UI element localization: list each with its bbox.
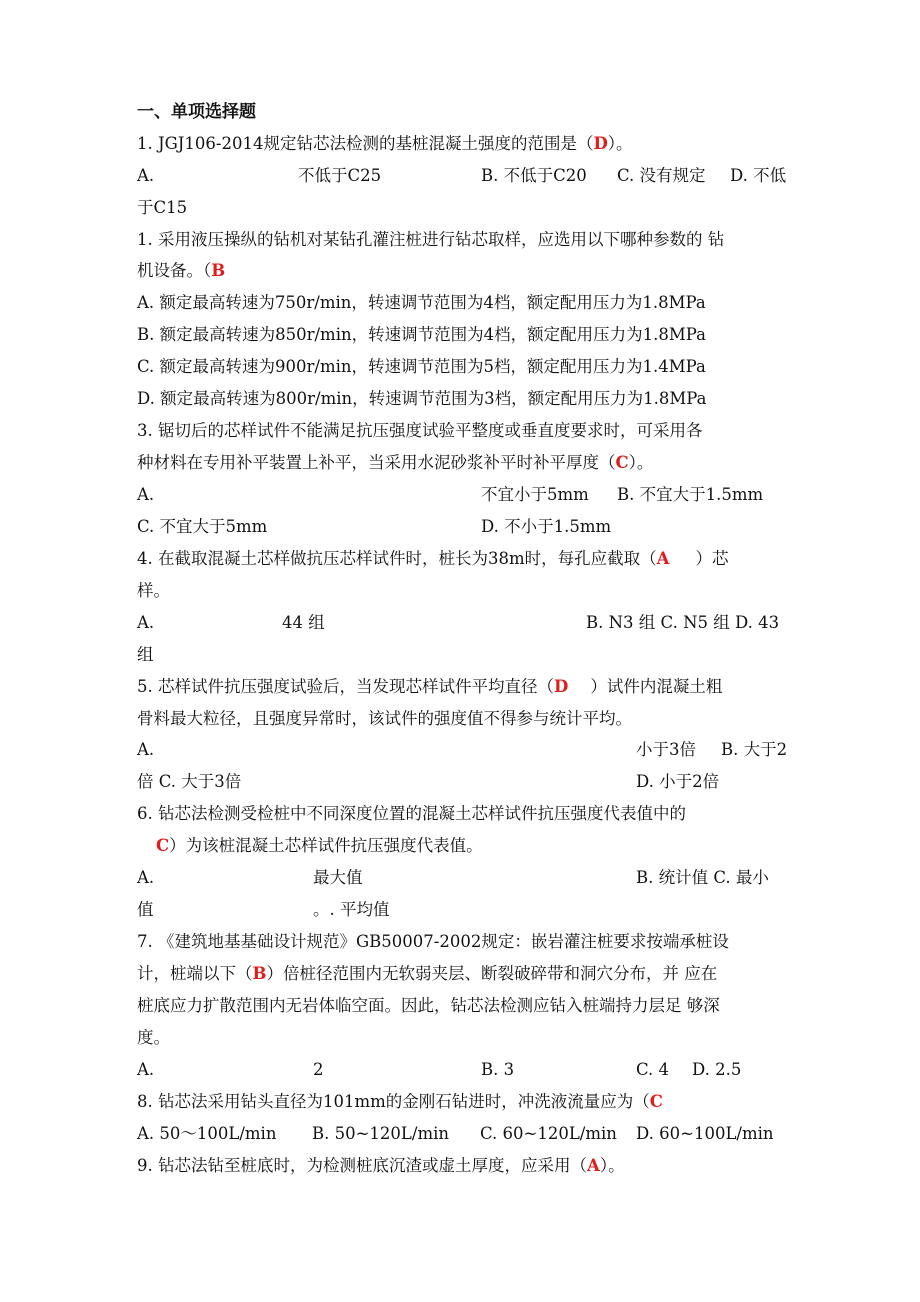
question-4-options-wrap: 组 <box>137 645 154 664</box>
option-a-label: A. <box>137 1060 155 1079</box>
option-d: D. 不低 <box>730 166 787 185</box>
option-b: B. 不低于C20 <box>481 166 587 185</box>
question-2-option-b: B. 额定最高转速为850r/min，转速调节范围为4档，额定配用压力为1.8MPa <box>137 325 706 344</box>
option-a-text: 最大值 <box>313 868 363 887</box>
option-a-text: 不宜小于5mm <box>481 485 589 504</box>
question-6-stem-cont <box>156 831 790 861</box>
question-7-stem: 7. 《建筑地基基础设计规范》GB50007-2002规定：嵌岩灌注桩要求按端承桩设 <box>137 932 729 951</box>
option-a-label: A. <box>137 485 155 504</box>
question-4-stem <box>137 544 790 574</box>
option-c: C. 4 <box>636 1060 670 1079</box>
stem-text: 9. 钻芯法钻至桩底时，为检测桩底沉渣或虚土厚度，应采用（ <box>137 1156 587 1175</box>
stem-text: ）芯 <box>695 549 729 568</box>
option-c: C. 60~120L/min <box>480 1124 617 1143</box>
answer-letter: C <box>649 1092 663 1111</box>
stem-text: ）。 <box>628 453 654 472</box>
option-b: B. N3 组 C. N5 组 D. 43 <box>586 613 780 632</box>
answer-letter: B <box>211 261 226 280</box>
answer-letter: A <box>656 549 670 568</box>
stem-text: 种材料在专用补平装置上补平，当采用水泥砂浆补平时补平厚度（ <box>137 453 616 472</box>
option-a-text: 2 <box>313 1060 324 1079</box>
stem-text: 机设备。（ <box>137 261 212 280</box>
question-4-options <box>137 608 790 638</box>
option-b: B. 大于2 <box>721 740 788 759</box>
option-d: D. 2.5 <box>692 1060 742 1079</box>
question-3-options <box>137 480 790 510</box>
question-3-stem-cont <box>137 448 790 478</box>
option-c: 倍 C. 大于3倍 <box>137 772 242 791</box>
question-2-option-c: C. 额定最高转速为900r/min，转速调节范围为5档，额定配用压力为1.4MPa <box>137 357 706 376</box>
question-2-stem <box>137 225 790 255</box>
option-d: 。. 平均值 <box>313 900 390 919</box>
option-b: B. 统计值 C. 最小 <box>636 868 769 887</box>
answer-letter: B <box>252 964 267 983</box>
question-5-stem <box>137 672 790 702</box>
question-7-stem-cont-3: 度。 <box>137 1028 170 1047</box>
question-3-options-2 <box>137 512 790 542</box>
answer-letter: D <box>554 677 569 696</box>
option-d: D. 小于2倍 <box>636 772 720 791</box>
option-a-label: A. <box>137 166 155 185</box>
question-9-stem <box>137 1151 790 1181</box>
option-b: B. 3 <box>481 1060 515 1079</box>
answer-letter: C <box>615 453 629 472</box>
option-a-text: 不低于C25 <box>298 166 382 185</box>
question-4-stem-cont: 样。 <box>137 581 170 600</box>
stem-text: ）倍桩径范围内无软弱夹层、断裂破碎带和洞穴分布，并 应在 <box>266 964 718 983</box>
stem-text: 3. 锯切后的芯样试件不能满足抗压强度试验平整度或垂直度要求时，可采用各 <box>137 421 703 440</box>
stem-text: 4. 在截取混凝土芯样做抗压芯样试件时，桩长为38m时，每孔应截取（ <box>137 549 657 568</box>
option-c: C. 没有规定 <box>617 166 706 185</box>
question-8-stem <box>137 1087 790 1117</box>
stem-text: 计，桩端以下（ <box>137 964 253 983</box>
question-8-options <box>137 1119 790 1149</box>
section-title: 一、单项选择题 <box>137 102 256 122</box>
question-3-stem <box>137 416 790 446</box>
question-7-options <box>137 1055 790 1085</box>
question-1-stem <box>137 129 790 159</box>
question-2-option-a: A. 额定最高转速为750r/min，转速调节范围为4档，额定配用压力为1.8MPa <box>137 293 706 312</box>
answer-letter: C <box>156 836 170 855</box>
stem-text: 5. 芯样试件抗压强度试验后，当发现芯样试件平均直径（ <box>137 677 554 696</box>
question-6-options <box>137 863 790 893</box>
option-a-label: A. <box>137 740 155 759</box>
stem-text: ）。 <box>599 1156 625 1175</box>
option-a: A. 50～100L/min <box>137 1124 277 1143</box>
question-5-options <box>137 735 790 765</box>
option-b: B. 不宜大于1.5mm <box>617 485 764 504</box>
answer-letter: A <box>587 1156 600 1175</box>
stem-text: 8. 钻芯法采用钻头直径为101mm的金刚石钻进时，冲洗液流量应为（ <box>137 1092 650 1111</box>
stem-text: 1. 采用液压操纵的钻机对某钻孔灌注桩进行钻芯取样，应选用以下哪种参数的 钻 <box>137 230 725 249</box>
option-b: B. 50~120L/min <box>312 1124 449 1143</box>
question-1-options <box>137 161 790 191</box>
answer-letter: D <box>593 134 608 153</box>
question-2-stem-cont <box>137 256 790 286</box>
option-c-wrap: 值 <box>137 900 154 919</box>
option-a-text: 44 组 <box>282 613 325 632</box>
option-a-text: 小于3倍 <box>636 740 696 759</box>
stem-text: ）为该桩混凝土芯样试件抗压强度代表值。 <box>169 836 483 855</box>
question-5-stem-cont: 骨料最大粒径，且强度异常时，该试件的强度值不得参与统计平均。 <box>137 709 632 728</box>
stem-text: ）试件内混凝土粗 <box>590 677 723 696</box>
question-1-options-wrap: 于C15 <box>137 198 188 217</box>
option-c: C. 不宜大于5mm <box>137 517 268 536</box>
question-7-stem-cont-2: 桩底应力扩散范围内无岩体临空面。因此，钻芯法检测应钻入桩端持力层足 够深 <box>137 996 720 1015</box>
question-5-options-2 <box>137 767 790 797</box>
option-a-label: A. <box>137 868 155 887</box>
question-6-stem: 6. 钻芯法检测受检桩中不同深度位置的混凝土芯样试件抗压强度代表值中的 <box>137 804 686 823</box>
option-d: D. 不小于1.5mm <box>481 517 612 536</box>
question-6-options-2 <box>137 895 790 925</box>
question-2-option-d: D. 额定最高转速为800r/min，转速调节范围为3档，额定配用压力为1.8MPa <box>137 389 707 408</box>
option-d: D. 60~100L/min <box>636 1124 774 1143</box>
option-a-label: A. <box>137 613 155 632</box>
question-7-stem-cont <box>137 959 790 989</box>
stem-text: 1. JGJ106-2014规定钻芯法检测的基桩混凝土强度的范围是（ <box>137 134 594 153</box>
stem-text: ）。 <box>607 134 633 153</box>
